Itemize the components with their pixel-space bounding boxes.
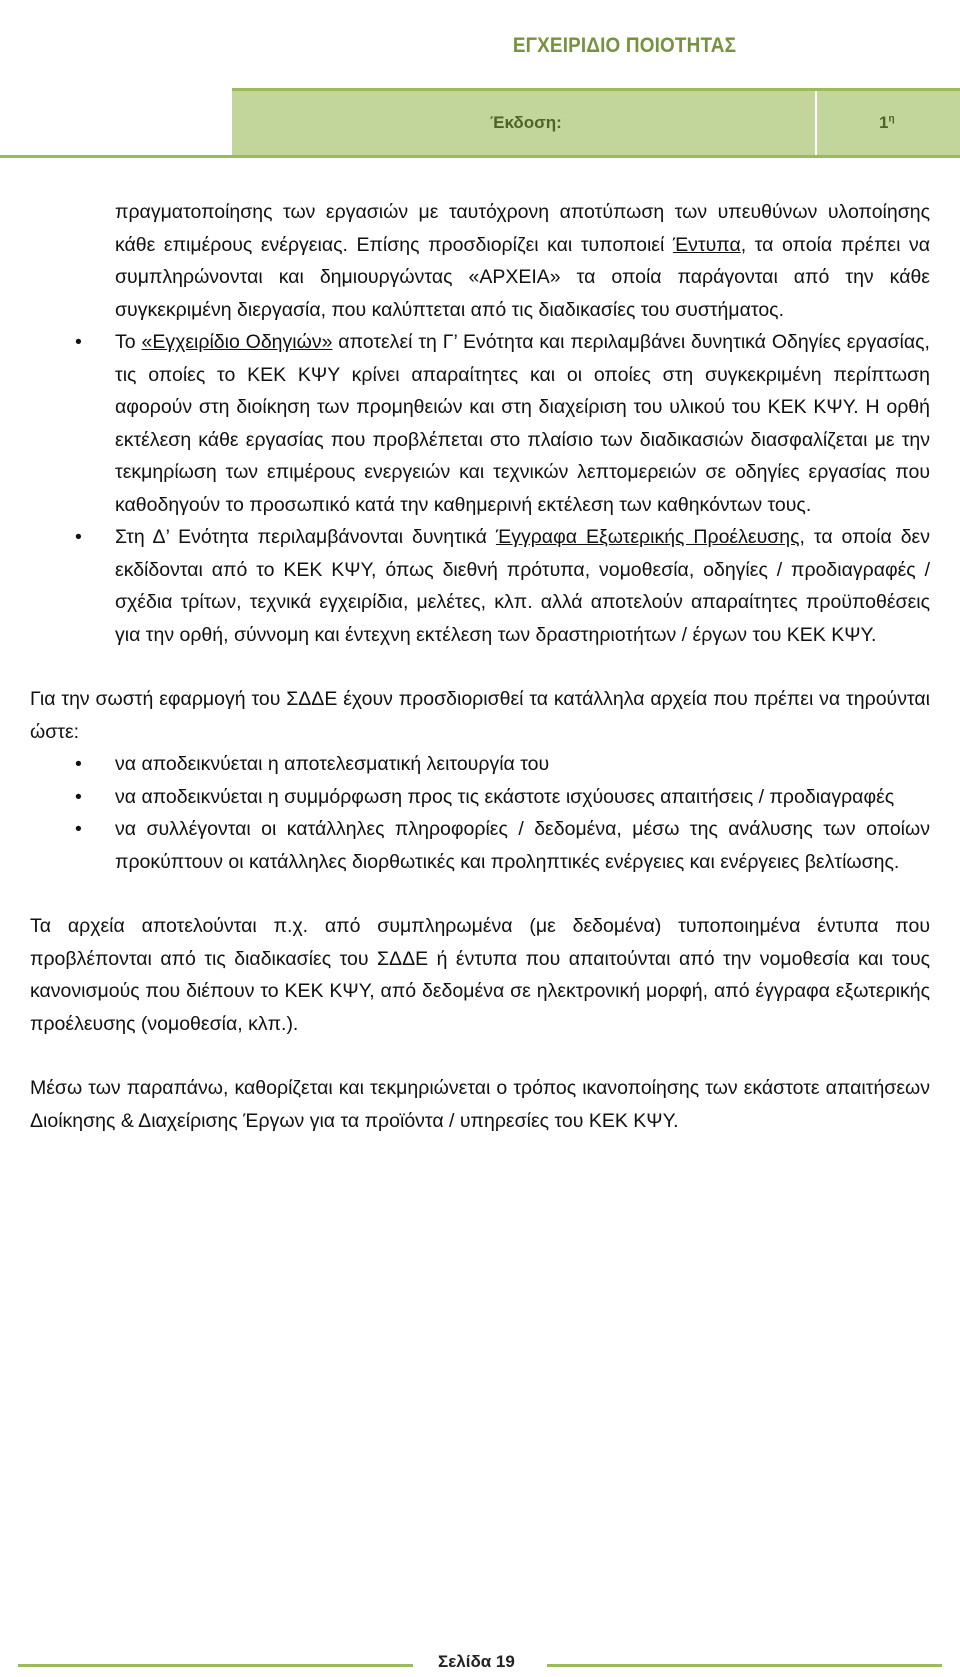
item-text: , τα οποία δεν εκδίδονται από το ΚΕΚ ΚΨΥ, όπως διεθνή πρότυπα, νομοθεσία, οδηγίες / προδιαγραφές / σχέδια τρίτων, τεχνικά εγχειρίδια, μελέτες, κλπ. αλλά αποτελούν απαραίτητες προϋποθέσεις για την ορθή, σύννομη και έντεχνη εκτέλεση των δραστηριοτήτων / έργων του ΚΕΚ ΚΨΥ. xyxy=(115,526,930,646)
list-item xyxy=(30,781,930,814)
header-rule-bottom xyxy=(0,155,960,158)
footer-rule-right xyxy=(547,1664,942,1667)
paragraph-gap xyxy=(30,651,930,683)
header-band-divider xyxy=(815,91,817,155)
paragraph-gap xyxy=(30,878,930,910)
records-intro-paragraph: Για την σωστή εφαρμογή του ΣΔΔΕ έχουν προσδιορισθεί τα κατάλληλα αρχεία που πρέπει να τηρούνται ώστε: xyxy=(30,688,930,743)
document-body xyxy=(30,196,930,1137)
list-item xyxy=(30,521,930,651)
list-item xyxy=(30,326,930,521)
item-text: να συλλέγονται οι κατάλληλες πληροφορίες / δεδομένα, μέσω της ανάλυσης των οποίων προκύπτουν οι κατάλληλες διορθωτικές και προληπτικές ενέργειες και ενέργειες βελτίωσης. xyxy=(115,818,930,873)
bullet-icon: • xyxy=(75,818,82,840)
item-text: να αποδεικνύεται η συμμόρφωση προς τις εκάστοτε ισχύουσες απαιτήσεις / προδιαγραφές xyxy=(115,785,895,808)
bullet-icon: • xyxy=(75,526,82,548)
bullet-icon: • xyxy=(75,753,82,775)
bullet-icon: • xyxy=(75,331,82,353)
intro-continuation xyxy=(30,196,930,326)
document-title: ΕΓΧΕΙΡΙΔΙΟ ΠΟΙΟΤΗΤΑΣ xyxy=(512,34,736,57)
item-prefix: Το xyxy=(115,331,142,353)
list-item xyxy=(30,813,930,878)
sections-list xyxy=(30,326,930,651)
header-band xyxy=(232,91,960,155)
item-prefix: Στη Δ’ Ενότητα περιλαμβάνονται δυνητικά xyxy=(115,526,496,548)
edition-number: 1 xyxy=(879,113,889,132)
edition-value xyxy=(879,113,895,133)
intro-text: πραγματοποίησης των εργασιών με ταυτόχρονη αποτύπωση των υπευθύνων υλοποίησης κάθε επιμέρους ενέργειας. Επίσης προσδιορίζει και τυποποιεί xyxy=(115,201,930,256)
edition-label: Έκδοση: xyxy=(490,113,562,132)
records-types-paragraph: Τα αρχεία αποτελούνται π.χ. από συμπληρωμένα (με δεδομένα) τυποποιημένα έντυπα που προβλέπονται από τις διαδικασίες του ΣΔΔΕ ή έντυπα που απαιτούνται από την νομοθεσία και τους κανονισμούς που διέπουν το ΚΕΚ ΚΨΥ, από δεδομένα σε ηλεκτρονική μορφή, από έγγραφα εξωτερικής προέλευσης (νομοθεσία, κλπ.). xyxy=(30,915,930,1035)
forms-link: Έντυπα xyxy=(672,233,741,256)
instructions-manual-link: «Εγχειρίδιο Οδηγιών» xyxy=(141,331,333,353)
bullet-icon: • xyxy=(75,785,82,808)
conclusion-paragraph: Μέσω των παραπάνω, καθορίζεται και τεκμηριώνεται ο τρόπος ικανοποίησης των εκάστοτε απαιτήσεων Διοίκησης & Διαχείρισης Έργων για τα προϊόντα / υπηρεσίες του ΚΕΚ ΚΨΥ. xyxy=(30,1077,930,1132)
item-text: αποτελεί τη Γ’ Ενότητα και περιλαμβάνει δυνητικά Οδηγίες εργασίας, τις οποίες το ΚΕΚ ΚΨΥ κρίνει απαραίτητες και οι οποίες στη συγκεκριμένη περίπτωση αφορούν στη διοίκηση των προμηθειών και στη διαχείριση του υλικού του ΚΕΚ ΚΨΥ. Η ορθή εκτέλεση κάθε εργασίας που προβλέπεται στο πλαίσιο των διαδικασιών διασφαλίζεται με την τεκμηρίωση των επιμέρους ενεργειών και τεχνικών λεπτομερειών σε οδηγίες εργασίας που καθοδηγούν το προσωπικό κατά την καθημερινή εκτέλεση των καθηκόντων τους. xyxy=(115,331,930,516)
intro-rest: , τα οποία πρέπει να συμπληρώνονται και δημιουργώντας «ΑΡΧΕΙΑ» τα οποία παράγονται από την κάθε συγκεκριμένη διεργασία, που καλύπτεται από τις διαδικασίες του συστήματος. xyxy=(115,233,931,321)
records-purpose-list xyxy=(30,748,930,878)
footer-rule-left xyxy=(18,1664,413,1667)
edition-suffix: η xyxy=(888,113,895,125)
paragraph-gap xyxy=(30,1040,930,1072)
list-item xyxy=(30,748,930,781)
item-text: να αποδεικνύεται η αποτελεσματική λειτουργία του xyxy=(115,753,550,775)
page-number: Σελίδα 19 xyxy=(438,1652,515,1671)
external-documents-link: Έγγραφα Εξωτερικής Προέλευσης xyxy=(495,526,800,548)
